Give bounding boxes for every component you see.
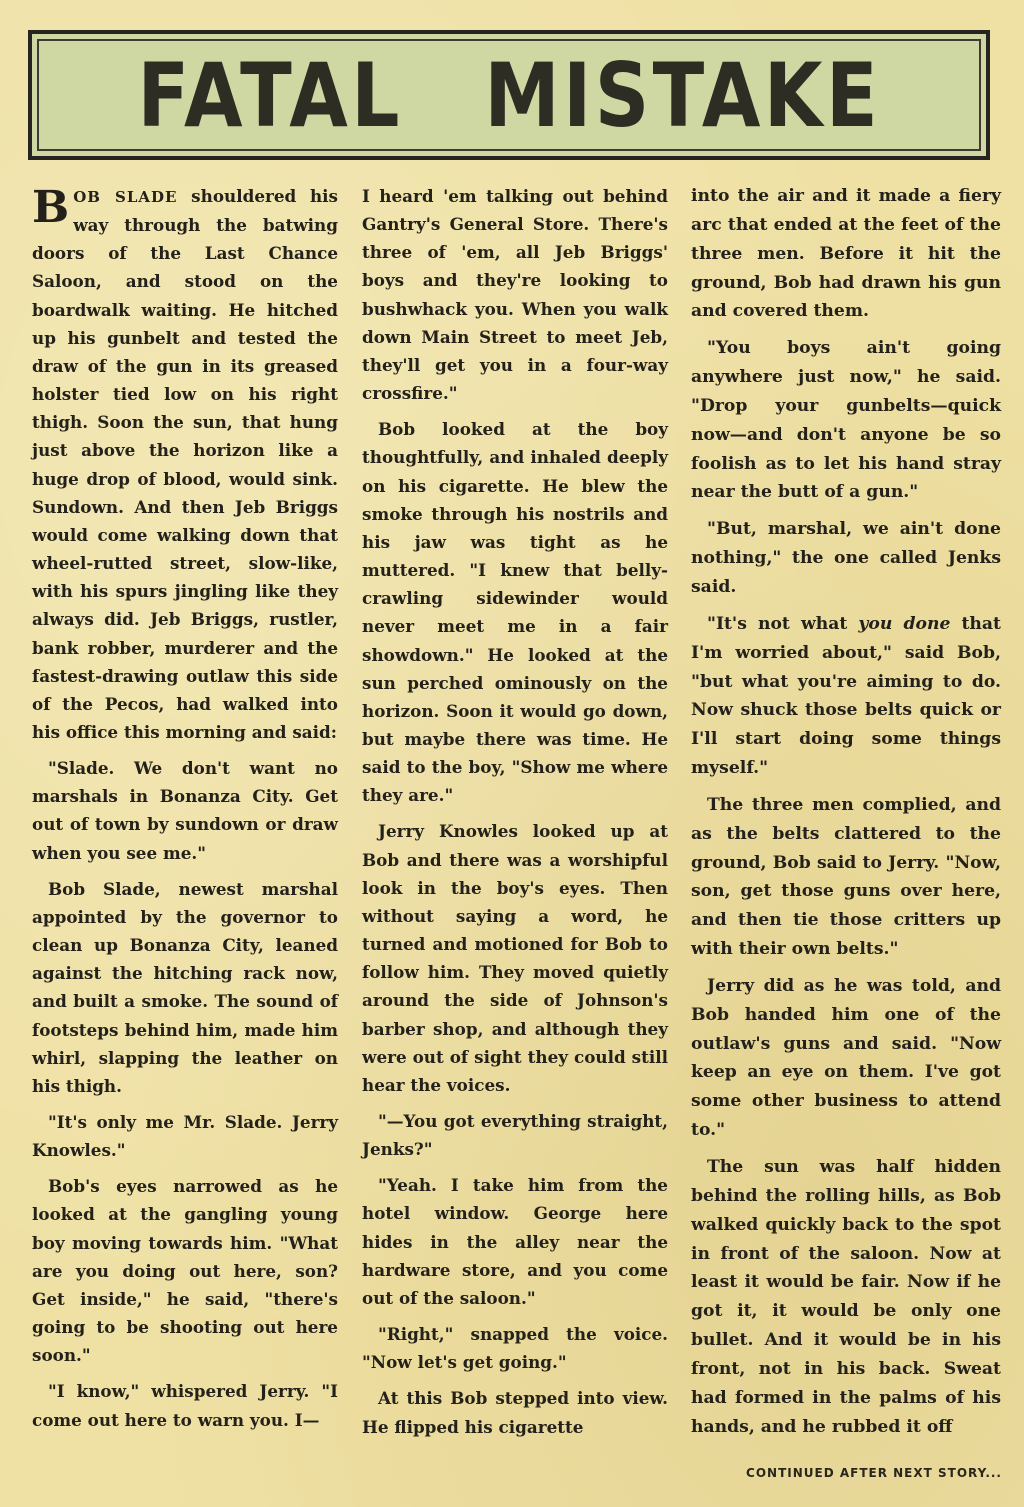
opening-caps: OB SLADE [73, 188, 178, 206]
emphasis-text: you done [858, 613, 951, 634]
paragraph: I heard 'em talking out behind Gantry's General Store. There's three of 'em, all Jeb Briggs' boys and they're looking to bushwhack you. When you walk down Main Street to meet Jeb, they'll get you in a four-way crossfire." [362, 186, 668, 404]
title-banner [28, 30, 990, 160]
paragraph: Bob Slade, newest marshal appointed by the governor to clean up Bonanza City, leaned against the hitching rack now, and built a smoke. The sound of footsteps behind him, made him whirl, slapping the leather on his thigh. [32, 878, 338, 1096]
paragraph: The three men complied, and as the belts clattered to the ground, Bob said to Jerry. "Now, son, get those guns over here, and then tie those critters up with their own belts." [691, 794, 1001, 960]
paragraph: "But, marshal, we ain't done nothing," the one called Jenks said. [691, 519, 1001, 597]
paragraph-text: that I'm worried about," said Bob, "but what you're aiming to do. Now shuck those belts quick or I'll start doing some things myself." [691, 613, 1001, 779]
paragraph: The sun was half hidden behind the rolling hills, as Bob walked quickly back to the spot in front of the saloon. Now at least it would be fair. Now if he got it, it would be only one bullet. And it would be in his front, not in his back. Sweat had formed in the palms of his hands, and he rubbed it off [691, 1157, 1001, 1437]
paragraph: "—You got everything straight, Jenks?" [362, 1111, 668, 1160]
paragraph: Jerry did as he was told, and Bob handed him one of the outlaw's guns and said. "Now keep an eye on them. I've got some other business to attend to." [691, 975, 1001, 1141]
paragraph: "Right," snapped the voice. "Now let's get going." [362, 1324, 668, 1373]
paragraph: "It's only me Mr. Slade. Jerry Knowles." [32, 1112, 338, 1161]
paragraph: into the air and it made a fiery arc that ended at the feet of the three men. Before it hit the ground, Bob had drawn his gun and covered them. [691, 186, 1001, 322]
drop-cap: B [32, 182, 70, 233]
paragraph [691, 610, 1001, 783]
continued-note: CONTINUED AFTER NEXT STORY... [746, 1466, 1002, 1480]
paragraph: "Slade. We don't want no marshals in Bonanza City. Get out of town by sundown or draw when you see me." [32, 758, 338, 863]
paragraph [32, 182, 338, 746]
text-column-2 [362, 182, 668, 1449]
story-title: FATAL MISTAKE [137, 43, 881, 147]
text-column-1 [32, 182, 338, 1442]
text-column-3 [691, 182, 1001, 1449]
paragraph: Bob's eyes narrowed as he looked at the gangling young boy moving towards him. "What are you doing out here, son? Get inside," he said, "there's going to be shooting out here soon." [32, 1176, 338, 1366]
paragraph-text: shouldered his way through the batwing doors of the Last Chance Saloon, and stood on the boardwalk waiting. He hitched up his gunbelt and tested the draw of the gun in its greased holster tied low on his right thigh. Soon the sun, that hung just above the horizon like a huge drop of blood, would sink. Sundown. And then Jeb Briggs would come walking down that wheel-rutted street, slow-like, with his spurs jingling like they always did. Jeb Briggs, rustler, bank robber, murderer and the fastest-drawing outlaw this side of the Pecos, had walked into his office this morning and said: [32, 186, 338, 742]
paragraph: Bob looked at the boy thoughtfully, and inhaled deeply on his cigarette. He blew the smoke through his nostrils and his jaw was tight as he muttered. "I knew that belly-crawling sidewinder would never meet me in a fair showdown." He looked at the sun perched ominously on the horizon. Soon it would go down, but maybe there was time. He said to the boy, "Show me where they are." [362, 419, 668, 806]
paragraph: At this Bob stepped into view. He flipped his cigarette [362, 1388, 668, 1437]
paragraph: "You boys ain't going anywhere just now," he said. "Drop your gunbelts—quick now—and don't anyone be so foolish as to let his hand stray near the butt of a gun." [691, 338, 1001, 503]
paragraph: "Yeah. I take him from the hotel window. George here hides in the alley near the hardware store, and you come out of the saloon." [362, 1175, 668, 1308]
paragraph: "I know," whispered Jerry. "I come out here to warn you. I— [32, 1381, 338, 1430]
paragraph: Jerry Knowles looked up at Bob and there was a worshipful look in the boy's eyes. Then without saying a word, he turned and motioned for Bob to follow him. They moved quietly around the side of Johnson's barber shop, and although they were out of sight they could still hear the voices. [362, 821, 668, 1095]
paragraph-text: "It's not what [707, 613, 859, 634]
